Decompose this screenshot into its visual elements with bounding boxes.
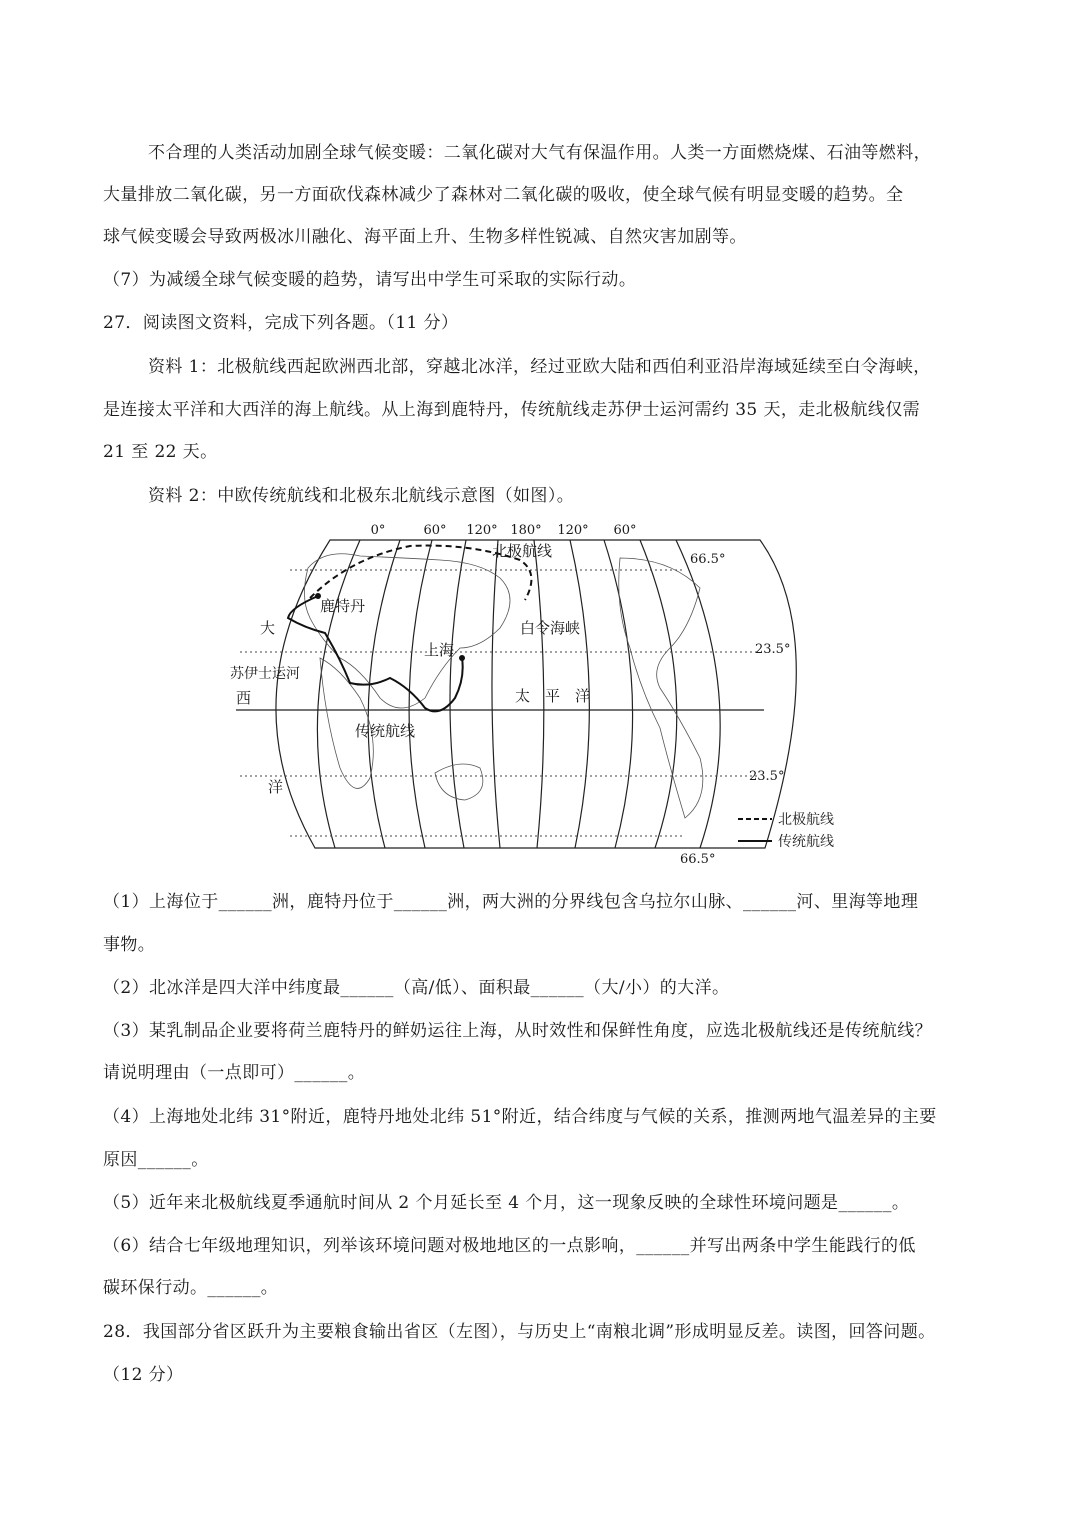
continent-outline [435, 764, 483, 800]
question-27-6-line-1: （6）结合七年级地理知识，列举该环境问题对极地地区的一点影响，______并写出两条中学生能践行的低 [103, 1236, 916, 1256]
shipping-route-map [230, 518, 850, 863]
intro-line-1: 不合理的人类活动加剧全球气候变暖：二氧化碳对大气有保温作用。人类一方面燃烧煤、石油等燃料， [148, 143, 931, 163]
lon-label: 60° [423, 523, 447, 538]
meridian [640, 540, 677, 848]
question-28-line-1: 28．我国部分省区跃升为主要粮食输出省区（左图），与历史上“南粮北调”形成明显反差。读图，回答问题。 [103, 1322, 936, 1342]
question-27-4-line-2: 原因______。 [103, 1150, 209, 1170]
lon-label: 180° [510, 523, 542, 538]
arctic-route-label: 北极航线 [492, 542, 553, 560]
legend-arctic-label: 北极航线 [778, 812, 834, 828]
lon-label: 120° [557, 523, 589, 538]
atlantic-label-3: 洋 [268, 778, 284, 796]
question-27-2: （2）北冰洋是四大洋中纬度最______（高/低）、面积最______（大/小）的大洋。 [103, 978, 730, 998]
meridian [368, 540, 400, 848]
lat-label: 23.5° [755, 642, 791, 657]
shanghai-label: 上海 [424, 641, 455, 659]
question-27-4-line-1: （4）上海地处北纬 31°附近，鹿特丹地处北纬 51°附近，结合纬度与气候的关系，推测两地气温差异的主要 [103, 1107, 937, 1127]
legend-traditional-label: 传统航线 [778, 834, 834, 850]
question-27-3-line-2: 请说明理由（一点即可）______。 [103, 1063, 366, 1083]
material-1-line-1: 资料 1：北极航线西起欧洲西北部，穿越北冰洋，经过亚欧大陆和西伯利亚沿岸海域延续至白令海峡， [148, 357, 931, 377]
shanghai-dot [459, 655, 465, 661]
question-27-5: （5）近年来北极航线夏季通航时间从 2 个月延长至 4 个月，这一现象反映的全球性环境问题是______。 [103, 1193, 910, 1213]
rotterdam-label: 鹿特丹 [320, 597, 366, 615]
material-2: 资料 2：中欧传统航线和北极东北航线示意图（如图）。 [148, 486, 575, 506]
material-1-line-3: 21 至 22 天。 [103, 442, 218, 462]
lon-label: 0° [370, 523, 386, 538]
intro-line-3: 球气候变暖会导致两极冰川融化、海平面上升、生物多样性锐减、自然灾害加剧等。 [103, 227, 747, 247]
meridian [450, 540, 466, 848]
question-27-1-line-1: （1）上海位于______洲，鹿特丹位于______洲，两大洲的分界线包含乌拉尔山脉、______河、里海等地理 [103, 892, 919, 912]
meridian [604, 540, 633, 848]
question-27-title: 27．阅读图文资料，完成下列各题。（11 分） [103, 313, 459, 333]
lat-label: 66.5° [690, 552, 726, 567]
lon-label: 60° [613, 523, 637, 538]
atlantic-label-2: 西 [236, 689, 252, 707]
question-27-1-line-2: 事物。 [103, 935, 156, 955]
question-7: （7）为减缓全球气候变暖的趋势，请写出中学生可采取的实际行动。 [103, 270, 637, 290]
lon-label: 120° [466, 523, 498, 538]
intro-line-2: 大量排放二氧化碳，另一方面砍伐森林减少了森林对二氧化碳的吸收，使全球气候有明显变暖的趋势。全 [103, 185, 904, 205]
material-1-line-2: 是连接太平洋和大西洋的海上航线。从上海到鹿特丹，传统航线走苏伊士运河需约 35 天，走北极航线仅需 [103, 400, 921, 420]
pacific-label: 太 平 洋 [515, 687, 591, 705]
question-27-3-line-1: （3）某乳制品企业要将荷兰鹿特丹的鲜奶运往上海，从时效性和保鲜性角度，应选北极航线还是传统航线？ [103, 1021, 933, 1041]
suez-canal-label: 苏伊士运河 [230, 666, 300, 682]
traditional-route-label: 传统航线 [355, 722, 416, 740]
lat-label: 23.5° [749, 769, 785, 784]
atlantic-label-1: 大 [260, 619, 276, 637]
bering-strait-label: 白令海峡 [520, 619, 581, 637]
lat-label: 66.5° [680, 852, 716, 863]
meridian [492, 540, 500, 848]
question-27-6-line-2: 碳环保行动。______。 [103, 1278, 279, 1298]
question-28-line-2: （12 分） [103, 1365, 184, 1385]
